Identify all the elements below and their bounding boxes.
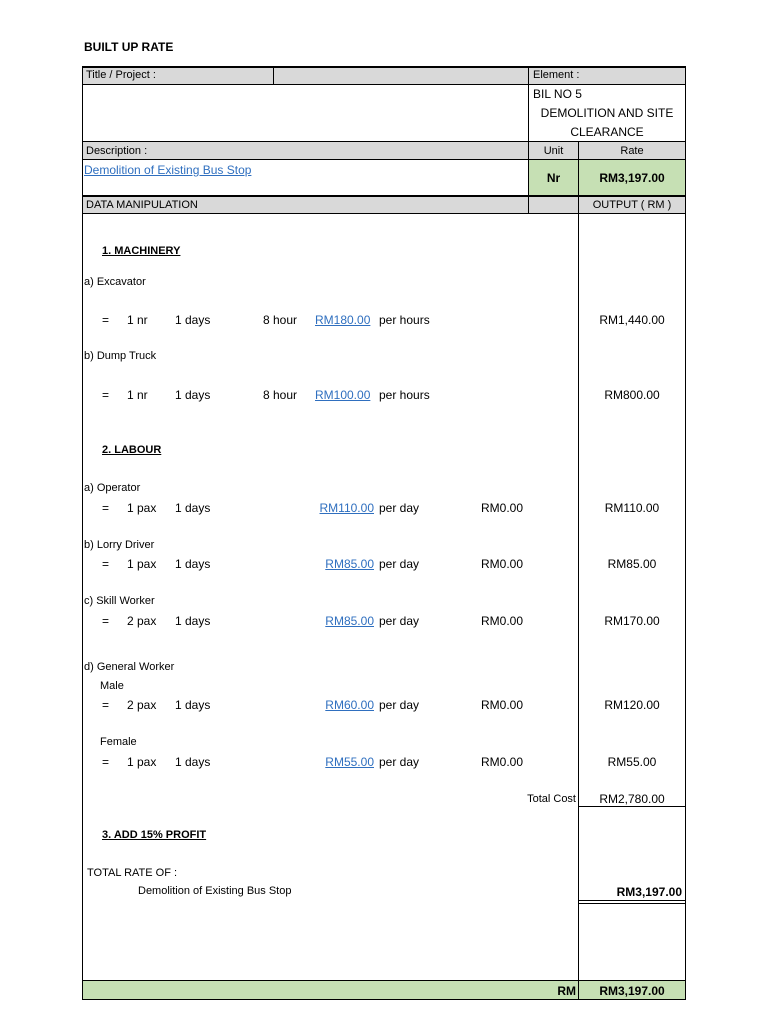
total-rate-description: Demolition of Existing Bus Stop [138, 885, 292, 897]
excavator-qty: 1 nr [127, 313, 148, 327]
lorry-driver-eq: = [102, 557, 110, 571]
lorry-driver-days: 1 days [175, 557, 211, 571]
title-project-label: Title / Project : [86, 69, 156, 81]
female-output: RM55.00 [607, 755, 657, 769]
skill-worker-days: 1 days [175, 614, 211, 628]
bil-no: BIL NO 5 [533, 87, 582, 101]
element-line2: CLEARANCE [570, 125, 644, 139]
excavator-eq: = [102, 313, 110, 327]
rule-title-bottom [82, 84, 686, 85]
male-eq: = [102, 698, 110, 712]
description-value-link[interactable]: Demolition of Existing Bus Stop [84, 163, 252, 177]
operator-eq: = [102, 501, 110, 515]
labour-heading: 2. LABOUR [102, 444, 162, 456]
profit-heading: 3. ADD 15% PROFIT [102, 829, 207, 841]
female-label: Female [100, 736, 137, 748]
skill-worker-label: c) Skill Worker [84, 595, 155, 607]
frame-top [82, 66, 686, 68]
sheet-title: BUILT UP RATE [84, 40, 174, 54]
unit-value: Nr [546, 171, 561, 185]
dump-truck-rate-link[interactable]: RM100.00 [315, 388, 371, 402]
lorry-driver-label: b) Lorry Driver [84, 539, 155, 551]
unit-label: Unit [543, 145, 564, 157]
operator-per: per day [379, 501, 420, 515]
excavator-rate-link[interactable]: RM180.00 [315, 313, 371, 327]
female-days: 1 days [175, 755, 211, 769]
female-eq: = [102, 755, 110, 769]
excavator-days: 1 days [175, 313, 211, 327]
female-per: per day [379, 755, 420, 769]
dump-truck-per: per hours [379, 388, 430, 402]
rule-title-split [273, 66, 274, 85]
female-extra: RM0.00 [481, 755, 524, 769]
dump-truck-hours: 8 hour [263, 388, 298, 402]
rule-total-rate-2 [578, 903, 686, 904]
operator-extra: RM0.00 [481, 501, 524, 515]
operator-days: 1 days [175, 501, 211, 515]
title-row-bg [82, 67, 685, 84]
operator-output: RM110.00 [604, 501, 660, 515]
lorry-driver-rate-link[interactable]: RM85.00 [325, 557, 374, 571]
footer-rm-label: RM [557, 984, 576, 998]
excavator-output: RM1,440.00 [599, 313, 665, 327]
rule-element-left [528, 66, 529, 214]
data-manipulation-label: DATA MANIPULATION [86, 199, 198, 211]
element-line1: DEMOLITION AND SITE [540, 106, 674, 120]
operator-rate-link[interactable]: RM110.00 [319, 501, 374, 515]
footer-total-value: RM3,197.00 [599, 984, 665, 998]
element-label: Element : [533, 69, 580, 81]
total-cost-label: Total Cost [527, 793, 576, 805]
skill-worker-rate-link[interactable]: RM85.00 [325, 614, 374, 628]
total-rate-label: TOTAL RATE OF : [87, 867, 178, 879]
general-worker-label: d) General Worker [84, 661, 175, 673]
rule-desc-top [82, 141, 686, 142]
description-label: Description : [86, 145, 148, 157]
skill-worker-qty: 2 pax [127, 614, 157, 628]
machinery-heading: 1. MACHINERY [102, 245, 181, 257]
frame-left [82, 66, 83, 1000]
male-extra: RM0.00 [481, 698, 524, 712]
male-qty: 2 pax [127, 698, 157, 712]
frame-bottom [82, 999, 686, 1000]
total-rate-value: RM3,197.00 [616, 885, 682, 899]
skill-worker-eq: = [102, 614, 110, 628]
dump-truck-eq: = [102, 388, 110, 402]
male-rate-link[interactable]: RM60.00 [325, 698, 374, 712]
skill-worker-per: per day [379, 614, 420, 628]
lorry-driver-output: RM85.00 [607, 557, 657, 571]
lorry-driver-qty: 1 pax [127, 557, 157, 571]
dump-truck-days: 1 days [175, 388, 211, 402]
rule-total-cost [578, 806, 686, 807]
female-qty: 1 pax [127, 755, 157, 769]
male-per: per day [379, 698, 420, 712]
dump-truck-label: b) Dump Truck [84, 350, 157, 362]
dump-truck-qty: 1 nr [127, 388, 148, 402]
output-label: OUTPUT ( RM ) [592, 199, 672, 211]
rate-value: RM3,197.00 [599, 171, 665, 185]
rule-dm-bottom [82, 213, 686, 214]
dump-truck-output: RM800.00 [604, 388, 660, 402]
total-cost-value: RM2,780.00 [599, 792, 665, 806]
excavator-per: per hours [379, 313, 430, 327]
female-rate-link[interactable]: RM55.00 [325, 755, 374, 769]
rule-footer-top [82, 980, 686, 981]
lorry-driver-extra: RM0.00 [481, 557, 524, 571]
rule-dm-top [82, 195, 686, 197]
rule-desc-bottom [82, 159, 686, 160]
male-days: 1 days [175, 698, 211, 712]
male-output: RM120.00 [604, 698, 660, 712]
rate-label: Rate [620, 145, 644, 157]
skill-worker-output: RM170.00 [604, 614, 660, 628]
excavator-label: a) Excavator [84, 276, 146, 288]
rule-total-rate-1 [578, 900, 686, 901]
male-label: Male [100, 680, 124, 692]
frame-right [685, 66, 686, 1000]
excavator-hours: 8 hour [263, 313, 298, 327]
operator-label: a) Operator [84, 482, 141, 494]
lorry-driver-per: per day [379, 557, 420, 571]
skill-worker-extra: RM0.00 [481, 614, 524, 628]
operator-qty: 1 pax [127, 501, 157, 515]
